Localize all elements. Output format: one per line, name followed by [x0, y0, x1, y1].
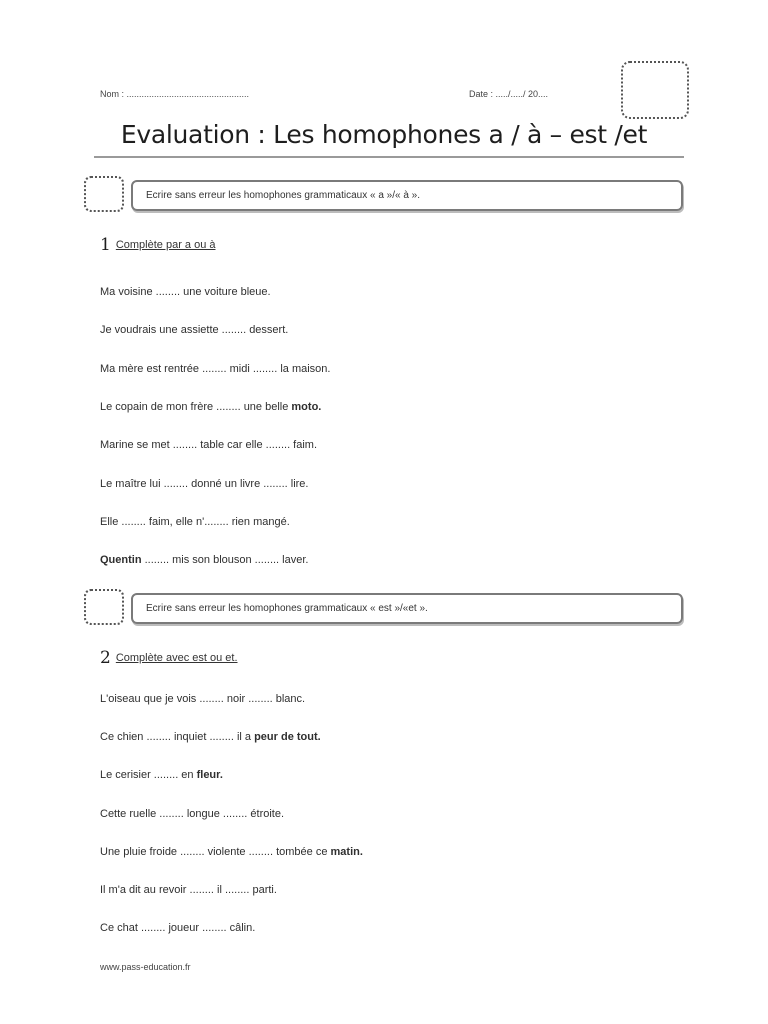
sentence-fragment: Il m'a dit au revoir ........ il ........ parti.	[100, 884, 277, 896]
skill-1-box	[131, 180, 683, 211]
exercise-1-heading	[100, 235, 216, 255]
skill-2-check-box	[84, 589, 124, 625]
exercise-1-sentence	[100, 554, 308, 566]
exercise-1-sentence	[100, 286, 271, 298]
sentence-fragment: ........ mis son blouson ........ laver.	[141, 554, 309, 567]
skill-2-box	[131, 593, 683, 624]
exercise-1-sentence	[100, 516, 290, 528]
exercise-2-instruction: Complète avec est ou et.	[115, 652, 238, 664]
sentence-fragment: Cette ruelle ........ longue ........ étroite.	[100, 807, 285, 820]
exercise-2-sentence	[100, 846, 363, 858]
exercise-2-sentence	[100, 884, 277, 896]
exercise-2-sentence	[100, 808, 284, 820]
sentence-fragment: moto.	[291, 400, 322, 413]
page-title: Evaluation : Les homophones a / à – est /et	[120, 120, 648, 149]
date-field: Date : ...../...../ 20....	[469, 89, 549, 99]
sentence-fragment: Ma voisine ........ une voiture bleue.	[100, 286, 271, 298]
sentence-fragment: Marine se met ........ table car elle ........ faim.	[100, 439, 318, 452]
skill-1-text: Ecrire sans erreur les homophones grammaticaux « a »/« à ».	[146, 190, 421, 201]
sentence-fragment: Le cerisier ........ en	[100, 769, 197, 782]
exercise-1-sentence	[100, 324, 288, 336]
skill-2-text: Ecrire sans erreur les homophones grammaticaux « est »/«et ».	[146, 603, 428, 614]
exercise-1-sentence	[100, 478, 308, 490]
name-field: Nom : .................................................	[100, 89, 250, 99]
exercise-1-sentence	[100, 401, 321, 413]
sentence-fragment: L'oiseau que je vois ........ noir ........ blanc.	[100, 693, 306, 705]
exercise-1-instruction: Complète par a ou à	[115, 239, 216, 251]
score-box	[621, 61, 689, 119]
sentence-fragment: Ce chat ........ joueur ........ câlin.	[100, 922, 256, 935]
sentence-fragment: Ma mère est rentrée ........ midi ........ la maison.	[100, 362, 331, 375]
sentence-fragment: fleur.	[196, 769, 223, 782]
exercise-1-number: 1	[100, 235, 111, 255]
exercise-1-sentence	[100, 439, 317, 451]
exercise-2-sentence	[100, 769, 223, 781]
sentence-fragment: Quentin	[100, 554, 142, 567]
sentence-fragment: Elle ........ faim, elle n'........ rien mangé.	[100, 515, 290, 528]
title-divider	[94, 156, 684, 158]
sentence-fragment: Ce chien ........ inquiet ........ il a	[100, 731, 255, 744]
sentence-fragment: Une pluie froide ........ violente ........ tombée ce	[100, 845, 331, 858]
exercise-2-number: 2	[100, 648, 111, 668]
footer-url: www.pass-education.fr	[100, 962, 191, 972]
exercise-1-sentence	[100, 363, 330, 375]
skill-1-check-box	[84, 176, 124, 212]
sentence-fragment: matin.	[330, 845, 363, 858]
sentence-fragment: Le maître lui ........ donné un livre ........ lire.	[100, 477, 309, 490]
exercise-2-sentence	[100, 922, 255, 934]
sentence-fragment: Le copain de mon frère ........ une belle	[100, 400, 292, 413]
exercise-2-sentence	[100, 693, 305, 705]
exercise-2-heading	[100, 648, 238, 668]
sentence-fragment: peur de tout.	[254, 731, 321, 744]
exercise-2-sentence	[100, 731, 321, 743]
sentence-fragment: Je voudrais une assiette ........ dessert.	[100, 324, 289, 337]
